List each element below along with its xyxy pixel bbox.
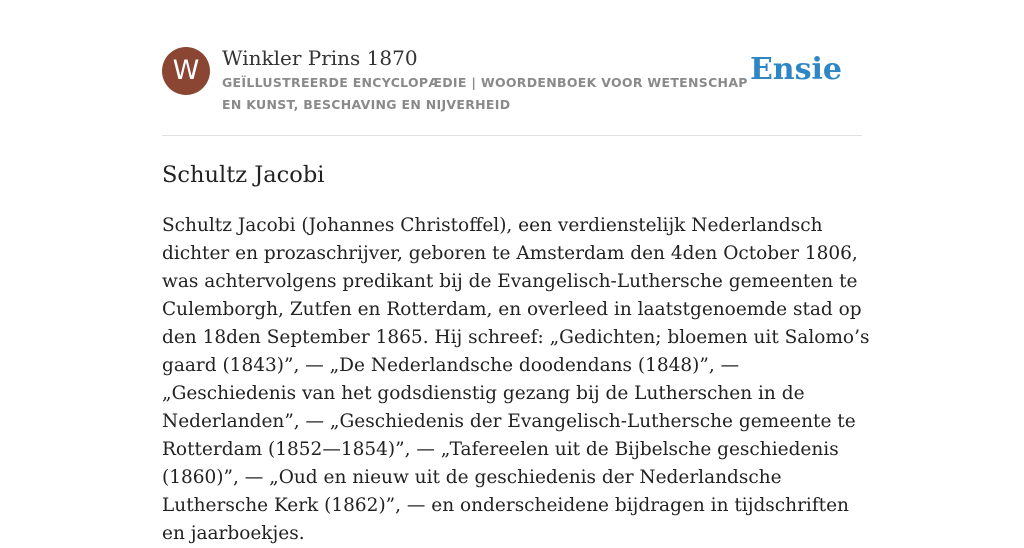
article-body: Schultz Jacobi (Johannes Christoffel), een verdienstelijk Nederlandsch dichter en prozaschrijver, geboren te Amsterdam den 4den October 1806, was achtervolgens predikant bij de Evangelisch-Luthersche gemeenten te Culemborgh, Zutfen en Rotterdam, en overleed in laatstgenoemde stad op den 18den September 1865. Hij schreef: „Gedichten; bloemen uit Salomo’s gaard (1843)”, — „De Nederlandsche doodendans (1848)”, — „Geschiedenis van het godsdienstig gezang bij de Lutherschen in de Nederlanden”, — „Geschiedenis der Evangelisch-Luthersche gemeente te Rotterdam (1852—1854)”, — „Tafereelen uit de Bijbelsche geschiedenis (1860)”, — „Oud en nieuw uit de geschiedenis der Nederlandsche Luthersche Kerk (1862)”, — en onderscheidene bijdragen in tijdschriften en jaarboekjes. — [162, 215, 870, 544]
header-divider — [162, 135, 862, 136]
source-title[interactable]: Winkler Prins 1870 — [222, 46, 418, 70]
article-title: Schultz Jacobi — [162, 162, 325, 188]
source-avatar[interactable]: W — [162, 47, 210, 95]
source-subtitle: GEÏLLUSTREERDE ENCYCLOPÆDIE | WOORDENBOEK VOOR WETENSCHAP EN KUNST, BESCHAVING EN NIJVERHEID — [222, 75, 748, 112]
source-header — [162, 46, 862, 118]
ensie-logo[interactable]: Ensie — [749, 52, 842, 87]
